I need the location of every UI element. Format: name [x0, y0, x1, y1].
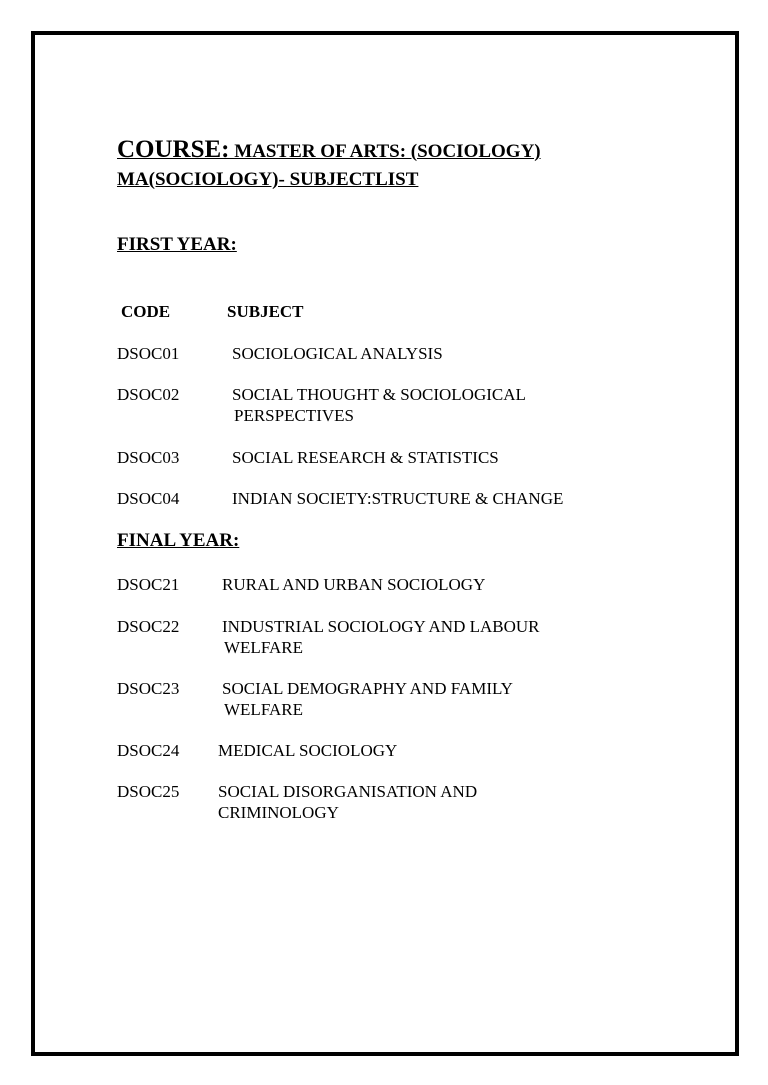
subject-name-line1: SOCIOLOGICAL ANALYSIS	[232, 344, 443, 363]
subject-name-line1: INDUSTRIAL SOCIOLOGY AND LABOUR	[222, 617, 540, 636]
subject-name-line1: MEDICAL SOCIOLOGY	[218, 741, 398, 760]
subject-name-line2: PERSPECTIVES	[234, 406, 354, 425]
subject-name-line1: SOCIAL THOUGHT & SOCIOLOGICAL	[232, 385, 526, 404]
subject-code: DSOC23	[117, 679, 180, 698]
subject-name-line1: INDIAN SOCIETY:STRUCTURE & CHANGE	[232, 489, 564, 508]
subject-code: DSOC02	[117, 385, 180, 404]
subject-name-line2: CRIMINOLOGY	[218, 803, 339, 822]
subject-code: DSOC01	[117, 344, 180, 363]
subject-name	[222, 616, 540, 658]
document-heading	[117, 136, 541, 193]
subject-name-line2: WELFARE	[224, 700, 304, 719]
subject-name-line1: SOCIAL RESEARCH & STATISTICS	[232, 448, 499, 467]
final-year-title: FINAL YEAR:	[117, 530, 240, 551]
subject-name-line1: RURAL AND URBAN SOCIOLOGY	[222, 575, 486, 594]
code-column-header: CODE	[121, 302, 171, 321]
subject-name	[222, 678, 513, 720]
subject-name	[232, 488, 563, 509]
subject-code: DSOC25	[117, 782, 180, 801]
subject-name	[232, 384, 526, 426]
subject-column-header: SUBJECT	[227, 302, 304, 321]
first-year-title: FIRST YEAR:	[117, 234, 237, 255]
subject-name-line1: SOCIAL DEMOGRAPHY AND FAMILY	[222, 679, 513, 698]
subject-name	[218, 740, 397, 761]
subject-name	[218, 781, 477, 823]
subject-code: DSOC22	[117, 617, 180, 636]
subject-list-title: MA(SOCIOLOGY)- SUBJECTLIST	[117, 169, 419, 190]
subject-code: DSOC24	[117, 741, 180, 760]
subject-name	[232, 343, 443, 364]
subject-name-line1: SOCIAL DISORGANISATION AND	[218, 782, 478, 801]
subject-code: DSOC03	[117, 448, 180, 467]
subject-name	[232, 447, 499, 468]
subject-code: DSOC21	[117, 575, 180, 594]
subject-name-line2: WELFARE	[224, 638, 304, 657]
subject-name	[222, 574, 485, 595]
course-title: MASTER OF ARTS: (SOCIOLOGY)	[229, 141, 541, 162]
course-label: COURSE:	[117, 136, 230, 163]
subject-code: DSOC04	[117, 489, 180, 508]
